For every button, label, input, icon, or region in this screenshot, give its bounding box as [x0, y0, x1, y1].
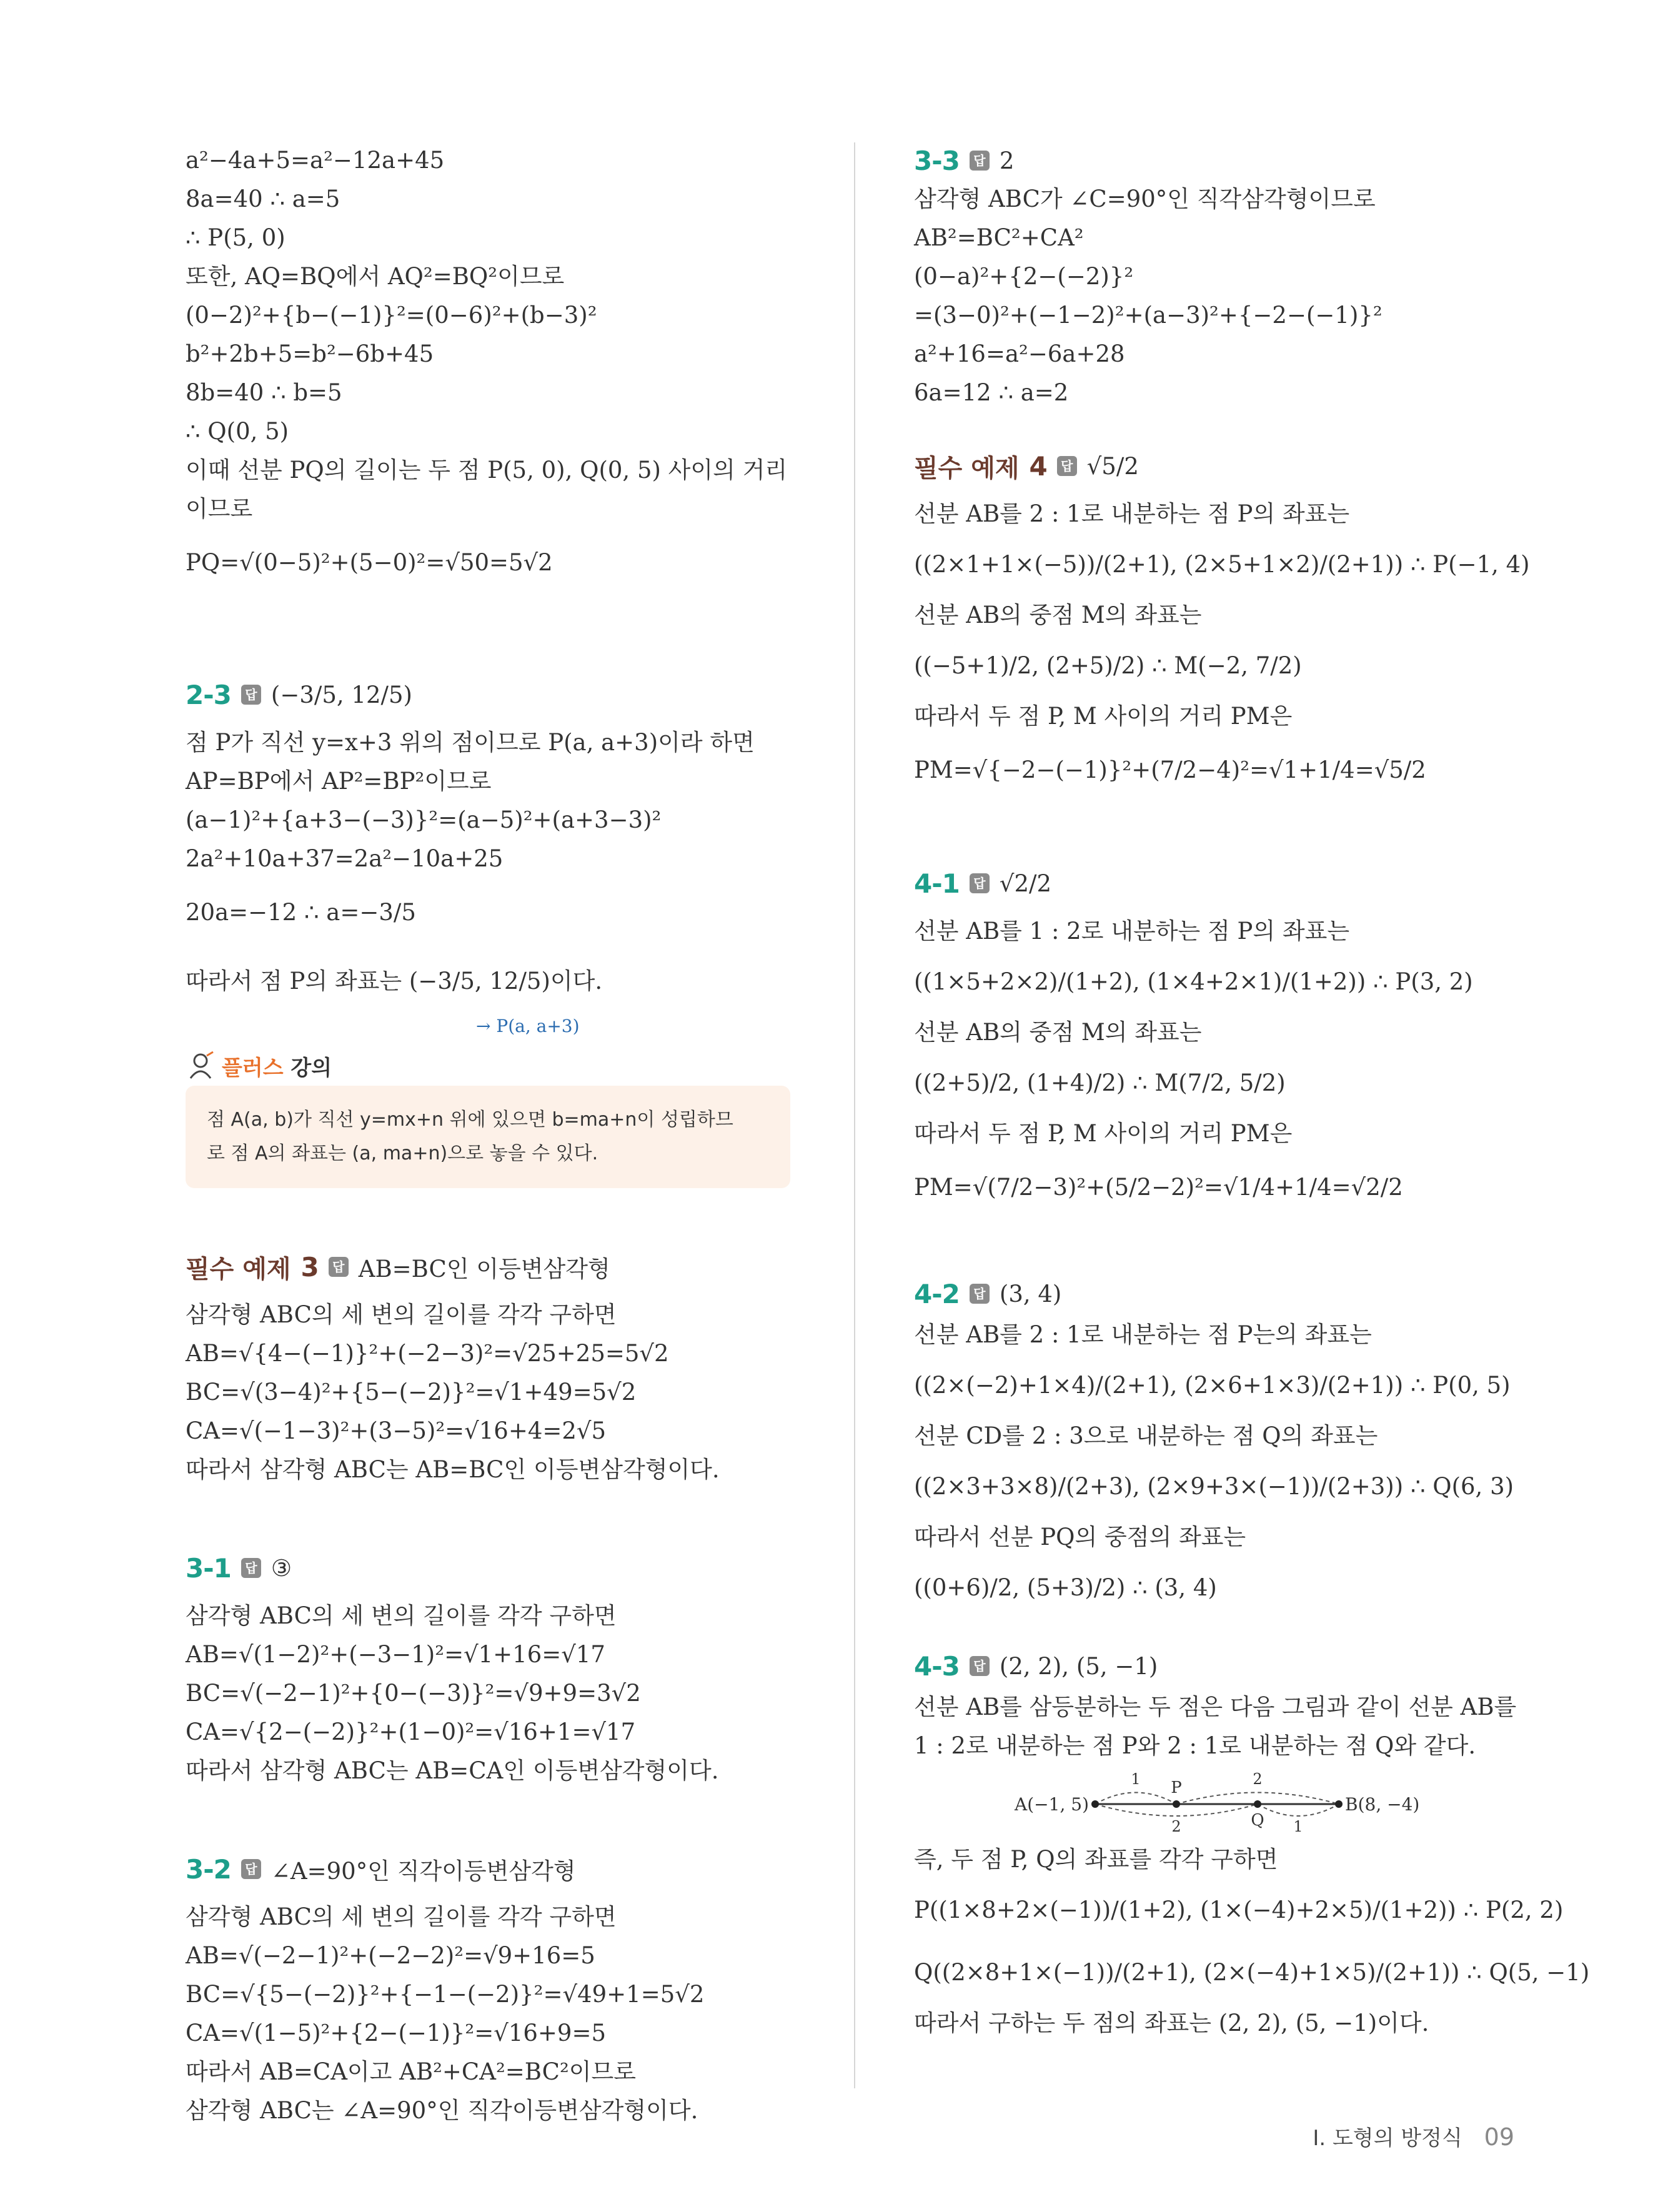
problem-number: 3: [300, 1251, 319, 1282]
math-line: AP=BP에서 AP²=BP²이므로: [186, 768, 492, 795]
section-header: [914, 1272, 1514, 1316]
problem-number: 3-2: [186, 1853, 231, 1885]
answer-badge: 답: [241, 1859, 261, 1879]
math-line: PM=√{−2−(−1)}²+(7/2−4)²=√1+1/4=√5/2: [914, 756, 1426, 783]
math-line: BC=√{5−(−2)}²+{−1−(−2)}²=√49+1=5√2: [186, 1981, 705, 2008]
math-line: CA=√(1−5)²+{2−(−1)}²=√16+9=5: [186, 2020, 607, 2046]
math-line: 선분 CD를 2 : 3으로 내분하는 점 Q의 좌표는: [914, 1422, 1378, 1449]
math-line: AB²=BC²+CA²: [914, 224, 1084, 251]
answer-badge: 답: [970, 1656, 990, 1676]
math-line: 8a=40 ∴ a=5: [186, 186, 340, 212]
solution-3-1: [186, 1539, 798, 1790]
math-line: ((2×3+3×8)/(2+3), (2×9+3×(−1))/(2+3)) ∴ Q(6, 3): [914, 1473, 1514, 1500]
solution-4-3: [914, 1644, 1590, 2043]
math-line: =(3−0)²+(−1−2)²+(a−3)²+{−2−(−1)}²: [914, 302, 1382, 329]
problem-number: 3-1: [186, 1552, 231, 1584]
math-line: 이때 선분 PQ의 길이는 두 점 P(5, 0), Q(0, 5) 사이의 거리: [186, 457, 788, 484]
solution-3-3: [914, 141, 1514, 412]
math-line: AB=√(−2−1)²+(−2−2)²=√9+16=5: [186, 1942, 595, 1969]
column-divider: [854, 142, 855, 2088]
point-q-label: Q: [1251, 1811, 1264, 1830]
plus-lecture-box: [186, 1046, 790, 1188]
math-line: 따라서 삼각형 ABC는 AB=CA인 이등변삼각형이다.: [186, 1757, 719, 1784]
example-label: 필수 예제: [186, 1254, 291, 1284]
section-header: [914, 437, 1514, 495]
math-line: 삼각형 ABC의 세 변의 길이를 각각 구하면: [186, 1602, 617, 1629]
math-line: 8b=40 ∴ b=5: [186, 379, 342, 406]
ratio-label: 2: [1253, 1770, 1263, 1788]
answer-badge: 답: [241, 1558, 261, 1578]
problem-number: 4-1: [914, 868, 960, 899]
answer-value: (3, 4): [999, 1280, 1062, 1307]
math-line: 1 : 2로 내분하는 점 P와 2 : 1로 내분하는 점 Q와 같다.: [914, 1732, 1476, 1759]
answer-badge: 답: [1057, 456, 1077, 476]
math-line: 따라서 AB=CA이고 AB²+CA²=BC²이므로: [186, 2058, 637, 2085]
math-line: AB=√{4−(−1)}²+(−2−3)²=√25+25=5√2: [186, 1340, 669, 1367]
plus-lecture-title: [186, 1046, 790, 1086]
answer-value: ∠A=90°인 직각이등변삼각형: [271, 1858, 576, 1885]
answer-value: (−3/5, 12/5): [271, 681, 412, 708]
answer-value: √5/2: [1086, 452, 1139, 480]
math-line: ((2×1+1×(−5))/(2+1), (2×5+1×2)/(2+1)) ∴ P(−1, 4): [914, 551, 1530, 578]
math-line: ((1×5+2×2)/(1+2), (1×4+2×1)/(1+2)) ∴ P(3, 2): [914, 968, 1473, 995]
math-line: 즉, 두 점 P, Q의 좌표를 각각 구하면: [914, 1846, 1278, 1873]
lecture-label: 강의: [290, 1055, 332, 1081]
section-header: [914, 855, 1514, 912]
point-p-label: P: [1171, 1778, 1182, 1797]
math-line: 선분 AB를 2 : 1로 내분하는 점 P는의 좌표는: [914, 1321, 1372, 1348]
ratio-label: 1: [1131, 1770, 1141, 1788]
callout-note: → P(a, a+3): [476, 1016, 580, 1036]
solution-2-3: [186, 666, 798, 1041]
math-line: 따라서 구하는 두 점의 좌표는 (2, 2), (5, −1)이다.: [914, 2010, 1429, 2036]
math-line: 삼각형 ABC는 ∠A=90°인 직각이등변삼각형이다.: [186, 2097, 698, 2124]
math-line: 삼각형 ABC가 ∠C=90°인 직각삼각형이므로: [914, 186, 1376, 212]
ratio-label: 1: [1293, 1818, 1303, 1835]
math-line: (a−1)²+{a+3−(−3)}²=(a−5)²+(a+3−3)²: [186, 806, 662, 833]
math-line: ∴ P(5, 0): [186, 224, 285, 251]
section-header: [914, 1644, 1514, 1688]
plus-label: 플러스: [222, 1055, 284, 1081]
math-line: 선분 AB의 중점 M의 좌표는: [914, 1019, 1202, 1046]
math-line: ((2×(−2)+1×4)/(2+1), (2×6+1×3)/(2+1)) ∴ P(0, 5): [914, 1372, 1511, 1399]
math-line: 선분 AB를 1 : 2로 내분하는 점 P의 좌표는: [914, 918, 1350, 945]
solution-4-2: [914, 1272, 1514, 1619]
problem-number: 3-3: [914, 145, 960, 176]
trisection-diagram: [1001, 1765, 1514, 1840]
math-line: AB=√(1−2)²+(−3−1)²=√1+16=√17: [186, 1641, 605, 1668]
math-line: (0−2)²+{b−(−1)}²=(0−6)²+(b−3)²: [186, 302, 597, 329]
math-line: PQ=√(0−5)²+(5−0)²=√50=5√2: [186, 549, 553, 576]
math-line: ((−5+1)/2, (2+5)/2) ∴ M(−2, 7/2): [914, 652, 1302, 679]
example-3: [186, 1238, 798, 1489]
math-line: ((0+6)/2, (5+3)/2) ∴ (3, 4): [914, 1574, 1217, 1601]
page-number: 09: [1484, 2123, 1514, 2151]
math-line: ((2+5)/2, (1+4)/2) ∴ M(7/2, 5/2): [914, 1069, 1286, 1096]
math-line: 선분 AB의 중점 M의 좌표는: [914, 602, 1202, 628]
page-footer: [1313, 2121, 1514, 2151]
math-line: 삼각형 ABC의 세 변의 길이를 각각 구하면: [186, 1903, 617, 1930]
problem-number: 2-3: [186, 679, 231, 710]
answer-value: (2, 2), (5, −1): [999, 1652, 1158, 1680]
math-line: 삼각형 ABC의 세 변의 길이를 각각 구하면: [186, 1301, 617, 1328]
math-line: Q((2×8+1×(−1))/(2+1), (2×(−4)+1×5)/(2+1)) ∴ Q(5, −1): [914, 1959, 1590, 1986]
segment-diagram: [1001, 1765, 1439, 1840]
math-line: b²+2b+5=b²−6b+45: [186, 340, 434, 367]
section-header: [186, 1238, 798, 1296]
math-line: CA=√(−1−3)²+(3−5)²=√16+4=2√5: [186, 1417, 607, 1444]
answer-value: 2: [999, 147, 1015, 174]
right-column: [914, 141, 1590, 2043]
example-label: 필수 예제: [914, 454, 1020, 483]
answer-value: ③: [271, 1554, 292, 1582]
math-line: a²+16=a²−6a+28: [914, 340, 1125, 367]
math-line: 따라서 두 점 P, M 사이의 거리 PM은: [914, 1120, 1293, 1147]
section-header: [186, 1840, 798, 1898]
math-line: 선분 AB를 삼등분하는 두 점은 다음 그림과 같이 선분 AB를: [914, 1694, 1517, 1720]
point-a-label: A(−1, 5): [1015, 1794, 1089, 1815]
math-line: 2a²+10a+37=2a²−10a+25: [186, 845, 504, 872]
math-line: 점 P가 직선 y=x+3 위의 점이므로 P(a, a+3)이라 하면: [186, 729, 755, 756]
math-line: BC=√(3−4)²+{5−(−2)}²=√1+49=5√2: [186, 1379, 637, 1406]
math-line: CA=√{2−(−2)}²+(1−0)²=√16+1=√17: [186, 1719, 636, 1745]
math-line: P((1×8+2×(−1))/(1+2), (1×(−4)+2×5)/(1+2)) ∴ P(2, 2): [914, 1897, 1564, 1923]
solution-block-2-2: [186, 141, 798, 597]
math-line: 20a=−12 ∴ a=−3/5: [186, 899, 416, 926]
math-line: ∴ Q(0, 5): [186, 418, 289, 445]
section-header: [186, 1539, 798, 1597]
math-line: 또한, AQ=BQ에서 AQ²=BQ²이므로: [186, 263, 565, 290]
plus-lecture-body: 점 A(a, b)가 직선 y=mx+n 위에 있으면 b=ma+n이 성립하므 로 점 A의 좌표는 (a, ma+n)으로 놓을 수 있다.: [186, 1086, 790, 1188]
section-header: [914, 141, 1514, 180]
answer-badge: 답: [329, 1257, 349, 1277]
answer-badge: 답: [970, 1284, 990, 1304]
section-header: [186, 666, 798, 723]
ratio-label: 2: [1171, 1818, 1181, 1835]
answer-value: AB=BC인 이등변삼각형: [358, 1256, 610, 1282]
solution-4-1: [914, 855, 1514, 1222]
math-line: (0−a)²+{2−(−2)}²: [914, 263, 1134, 290]
lecturer-icon: [186, 1051, 216, 1081]
point-b-label: B(8, −4): [1345, 1794, 1420, 1815]
answer-badge: 답: [970, 873, 990, 893]
left-column: [186, 141, 798, 2130]
math-line: 6a=12 ∴ a=2: [914, 379, 1069, 406]
solution-3-2: [186, 1840, 798, 2130]
answer-badge: 답: [970, 151, 990, 171]
answer-value: √2/2: [999, 870, 1052, 897]
problem-number: 4-3: [914, 1650, 960, 1682]
math-line: 선분 AB를 2 : 1로 내분하는 점 P의 좌표는: [914, 500, 1350, 527]
math-line: 따라서 선분 PQ의 중점의 좌표는: [914, 1524, 1246, 1550]
math-line: a²−4a+5=a²−12a+45: [186, 147, 445, 174]
math-line: PM=√(7/2−3)²+(5/2−2)²=√1/4+1/4=√2/2: [914, 1174, 1403, 1201]
math-line: 따라서 삼각형 ABC는 AB=BC인 이등변삼각형이다.: [186, 1456, 720, 1483]
example-4: [914, 437, 1530, 805]
math-line: 이므로: [186, 495, 253, 522]
problem-number: 4: [1029, 450, 1047, 482]
math-line: 따라서 두 점 P, M 사이의 거리 PM은: [914, 703, 1293, 730]
math-line: BC=√(−2−1)²+{0−(−3)}²=√9+9=3√2: [186, 1680, 641, 1707]
problem-number: 4-2: [914, 1278, 960, 1309]
answer-badge: 답: [241, 685, 261, 705]
math-line: 따라서 점 P의 좌표는 (−3/5, 12/5)이다.: [186, 968, 603, 994]
chapter-title: Ⅰ. 도형의 방정식: [1313, 2126, 1462, 2151]
